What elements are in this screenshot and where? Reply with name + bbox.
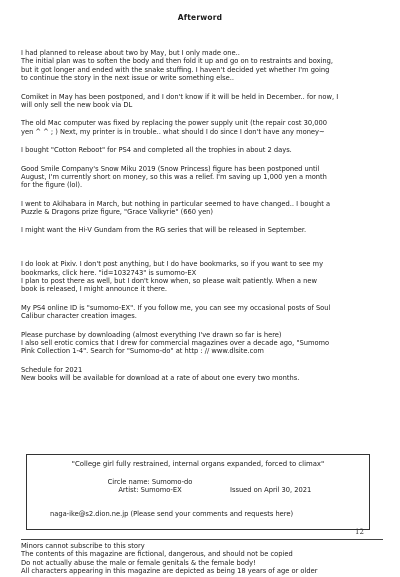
paragraph-comiket <box>21 93 383 110</box>
disclaimer <box>21 542 383 576</box>
text-line: I bought "Cotton Reboot" for PS4 and completed all the trophies in about 2 days. <box>21 146 292 155</box>
afterword-body <box>21 49 383 383</box>
text-line: I had planned to release about two by May, but I only made one.. <box>21 49 240 57</box>
text-line: The initial plan was to soften the body and then fold it up and go on to restraints and boxing, <box>21 57 334 66</box>
publication-info-box <box>26 454 370 530</box>
text-line: to continue the story in the next issue or write something else.. <box>21 74 235 83</box>
text-line: I also sell erotic comics that I drew for commercial magazines over a decade ago, "Sumomo <box>21 338 330 347</box>
contact-email: naga-ike@s2.dion.ne.jp (Please send your comments and requests here) <box>50 510 294 518</box>
text-line: yen ^ ^ ; ) Next, my printer is in trouble.. what should I do since I don't have any money~ <box>21 127 325 136</box>
paragraph-purchase <box>21 331 383 356</box>
text-line: Comiket in May has been postponed, and I don't know if it will be held in December.. for now, I <box>21 92 339 101</box>
text-line: Good Smile Company's Snow Miku 2019 (Snow Princess) figure has been postponed until <box>21 164 320 173</box>
artist-name: Artist: Sumomo-EX <box>118 486 182 495</box>
paragraph-akihabara <box>21 200 383 217</box>
text-line: I plan to post there as well, but I don't know when, so please wait patiently. When a new <box>21 276 317 285</box>
text-line: Calibur character creation images. <box>21 312 137 321</box>
text-line: Please purchase by downloading (almost everything I've drawn so far is here) <box>21 330 282 339</box>
disclaimer-line: The contents of this magazine are fictional, dangerous, and should not be copied <box>21 550 293 559</box>
book-title: "College girl fully restrained, internal organs expanded, forced to climax" <box>71 460 325 468</box>
page-title: Afterword <box>177 13 223 22</box>
text-line: The old Mac computer was fixed by replacing the power supply unit (the repair cost 30,000 <box>21 119 327 128</box>
text-line: My PS4 online ID is "sumomo-EX". If you follow me, you can see my occasional posts of Soul <box>21 303 331 312</box>
text-line: August, I'm currently short on money, so this was a relief. I'm saving up 1,000 yen a month <box>21 173 327 182</box>
text-line: Pink Collection 1-4". Search for "Sumomo-do" at http : // www.dlsite.com <box>21 347 264 356</box>
disclaimer-line: All characters appearing in this magazine are depicted as being 18 years of age or older <box>21 567 318 576</box>
text-line: I might want the Hi-V Gundam from the RG series that will be released in September. <box>21 225 307 234</box>
text-line: Puzzle & Dragons prize figure, "Grace Valkyrie" (660 yen) <box>21 208 214 217</box>
page-number: 12 <box>355 528 364 536</box>
text-line: will only sell the new book via DL <box>21 101 133 110</box>
text-line: I went to Akihabara in March, but nothing in particular seemed to have changed.. I bought a <box>21 199 331 208</box>
text-line: I do look at Pixiv. I don't post anything, but I do have bookmarks, so if you want to see my <box>21 260 324 269</box>
paragraph-schedule <box>21 366 383 383</box>
disclaimer-line: Minors cannot subscribe to this story <box>21 542 145 550</box>
circle-name: Circle name: Sumomo-do <box>107 478 193 486</box>
credits <box>90 478 210 495</box>
text-line: book is released, I might announce it there. <box>21 285 167 294</box>
paragraph-snow-miku <box>21 165 383 190</box>
paragraph-cotton-reboot <box>21 146 383 154</box>
issue-date: Issued on April 30, 2021 <box>230 486 312 494</box>
schedule-heading: Schedule for 2021 <box>21 365 83 374</box>
paragraph-gundam <box>21 226 383 234</box>
text-line: New books will be available for download at a rate of about one every two months. <box>21 374 300 383</box>
paragraph-ps4-id <box>21 304 383 321</box>
disclaimer-line: Do not actually abuse the male or female genitals & the female body! <box>21 558 256 567</box>
paragraph-pixiv <box>21 260 383 294</box>
text-line: but it got longer and ended with the snake stuffing. I haven't decided yet whether I'm going <box>21 65 330 74</box>
text-line: for the figure (lol). <box>21 181 83 190</box>
footer-divider <box>21 539 383 540</box>
text-line: bookmarks, click here. "id=1032743" is sumomo-EX <box>21 268 197 277</box>
paragraph-release-plans <box>21 49 383 83</box>
paragraph-mac-repair <box>21 119 383 136</box>
